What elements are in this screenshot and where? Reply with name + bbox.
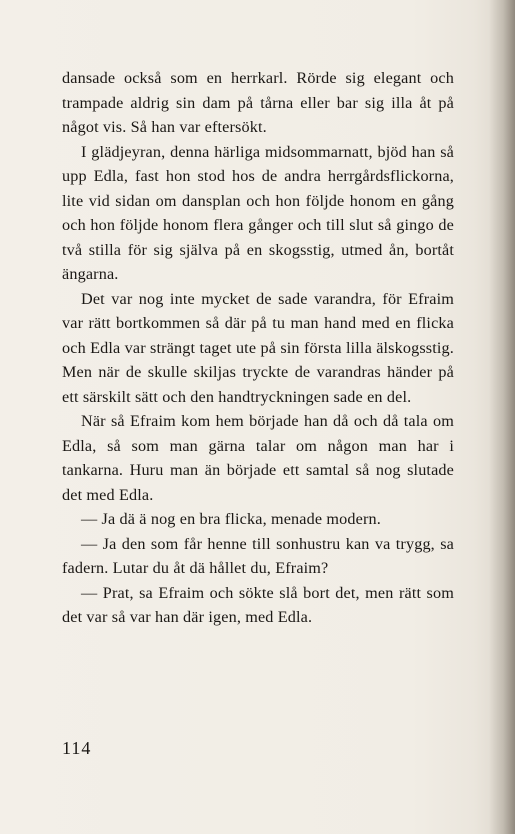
page-number: 114 <box>62 738 92 758</box>
body-text <box>62 66 454 630</box>
dialogue-line: — Ja den som får henne till sonhustru kan va trygg, sa fadern. Lutar du åt dä hållet du, Efraim? <box>62 534 454 577</box>
dialogue-line: — Ja dä ä nog en bra flicka, menade modern. <box>81 510 381 528</box>
paragraph: I glädjeyran, denna härliga midsommarnatt, bjöd han så upp Edla, fast hon stod hos de andra herrgårdsflickorna, lite vid sidan om dansplan och hon följde honom en gång och hon följde honom flera gånger och till slut så gingo de två stilla för sig själva på en skogsstig, utmed ån, bortåt ängarna. <box>62 142 454 283</box>
paragraph: Det var nog inte mycket de sade varandra, för Efraim var rätt bortkommen så där på tu man hand med en flicka och Edla var strängt taget ute på sin första lilla älskogsstig. Men när de skulle skiljas tryckte de varandras händer på ett särskilt sätt och den handtryckningen sade en del. <box>62 289 454 406</box>
page-edge-shadow <box>489 0 515 834</box>
paragraph: När så Efraim kom hem började han då och då tala om Edla, så som man gärna talar om någon man har i tankarna. Huru man än började ett samtal så nog slutade det med Edla. <box>62 412 454 504</box>
paragraph: dansade också som en herrkarl. Rörde sig elegant och trampade aldrig sin dam på tårna eller bar sig illa åt på något vis. Så han var eftersökt. <box>62 69 454 136</box>
dialogue-line: — Prat, sa Efraim och sökte slå bort det, men rätt som det var så var han där igen, med Edla. <box>62 583 454 626</box>
